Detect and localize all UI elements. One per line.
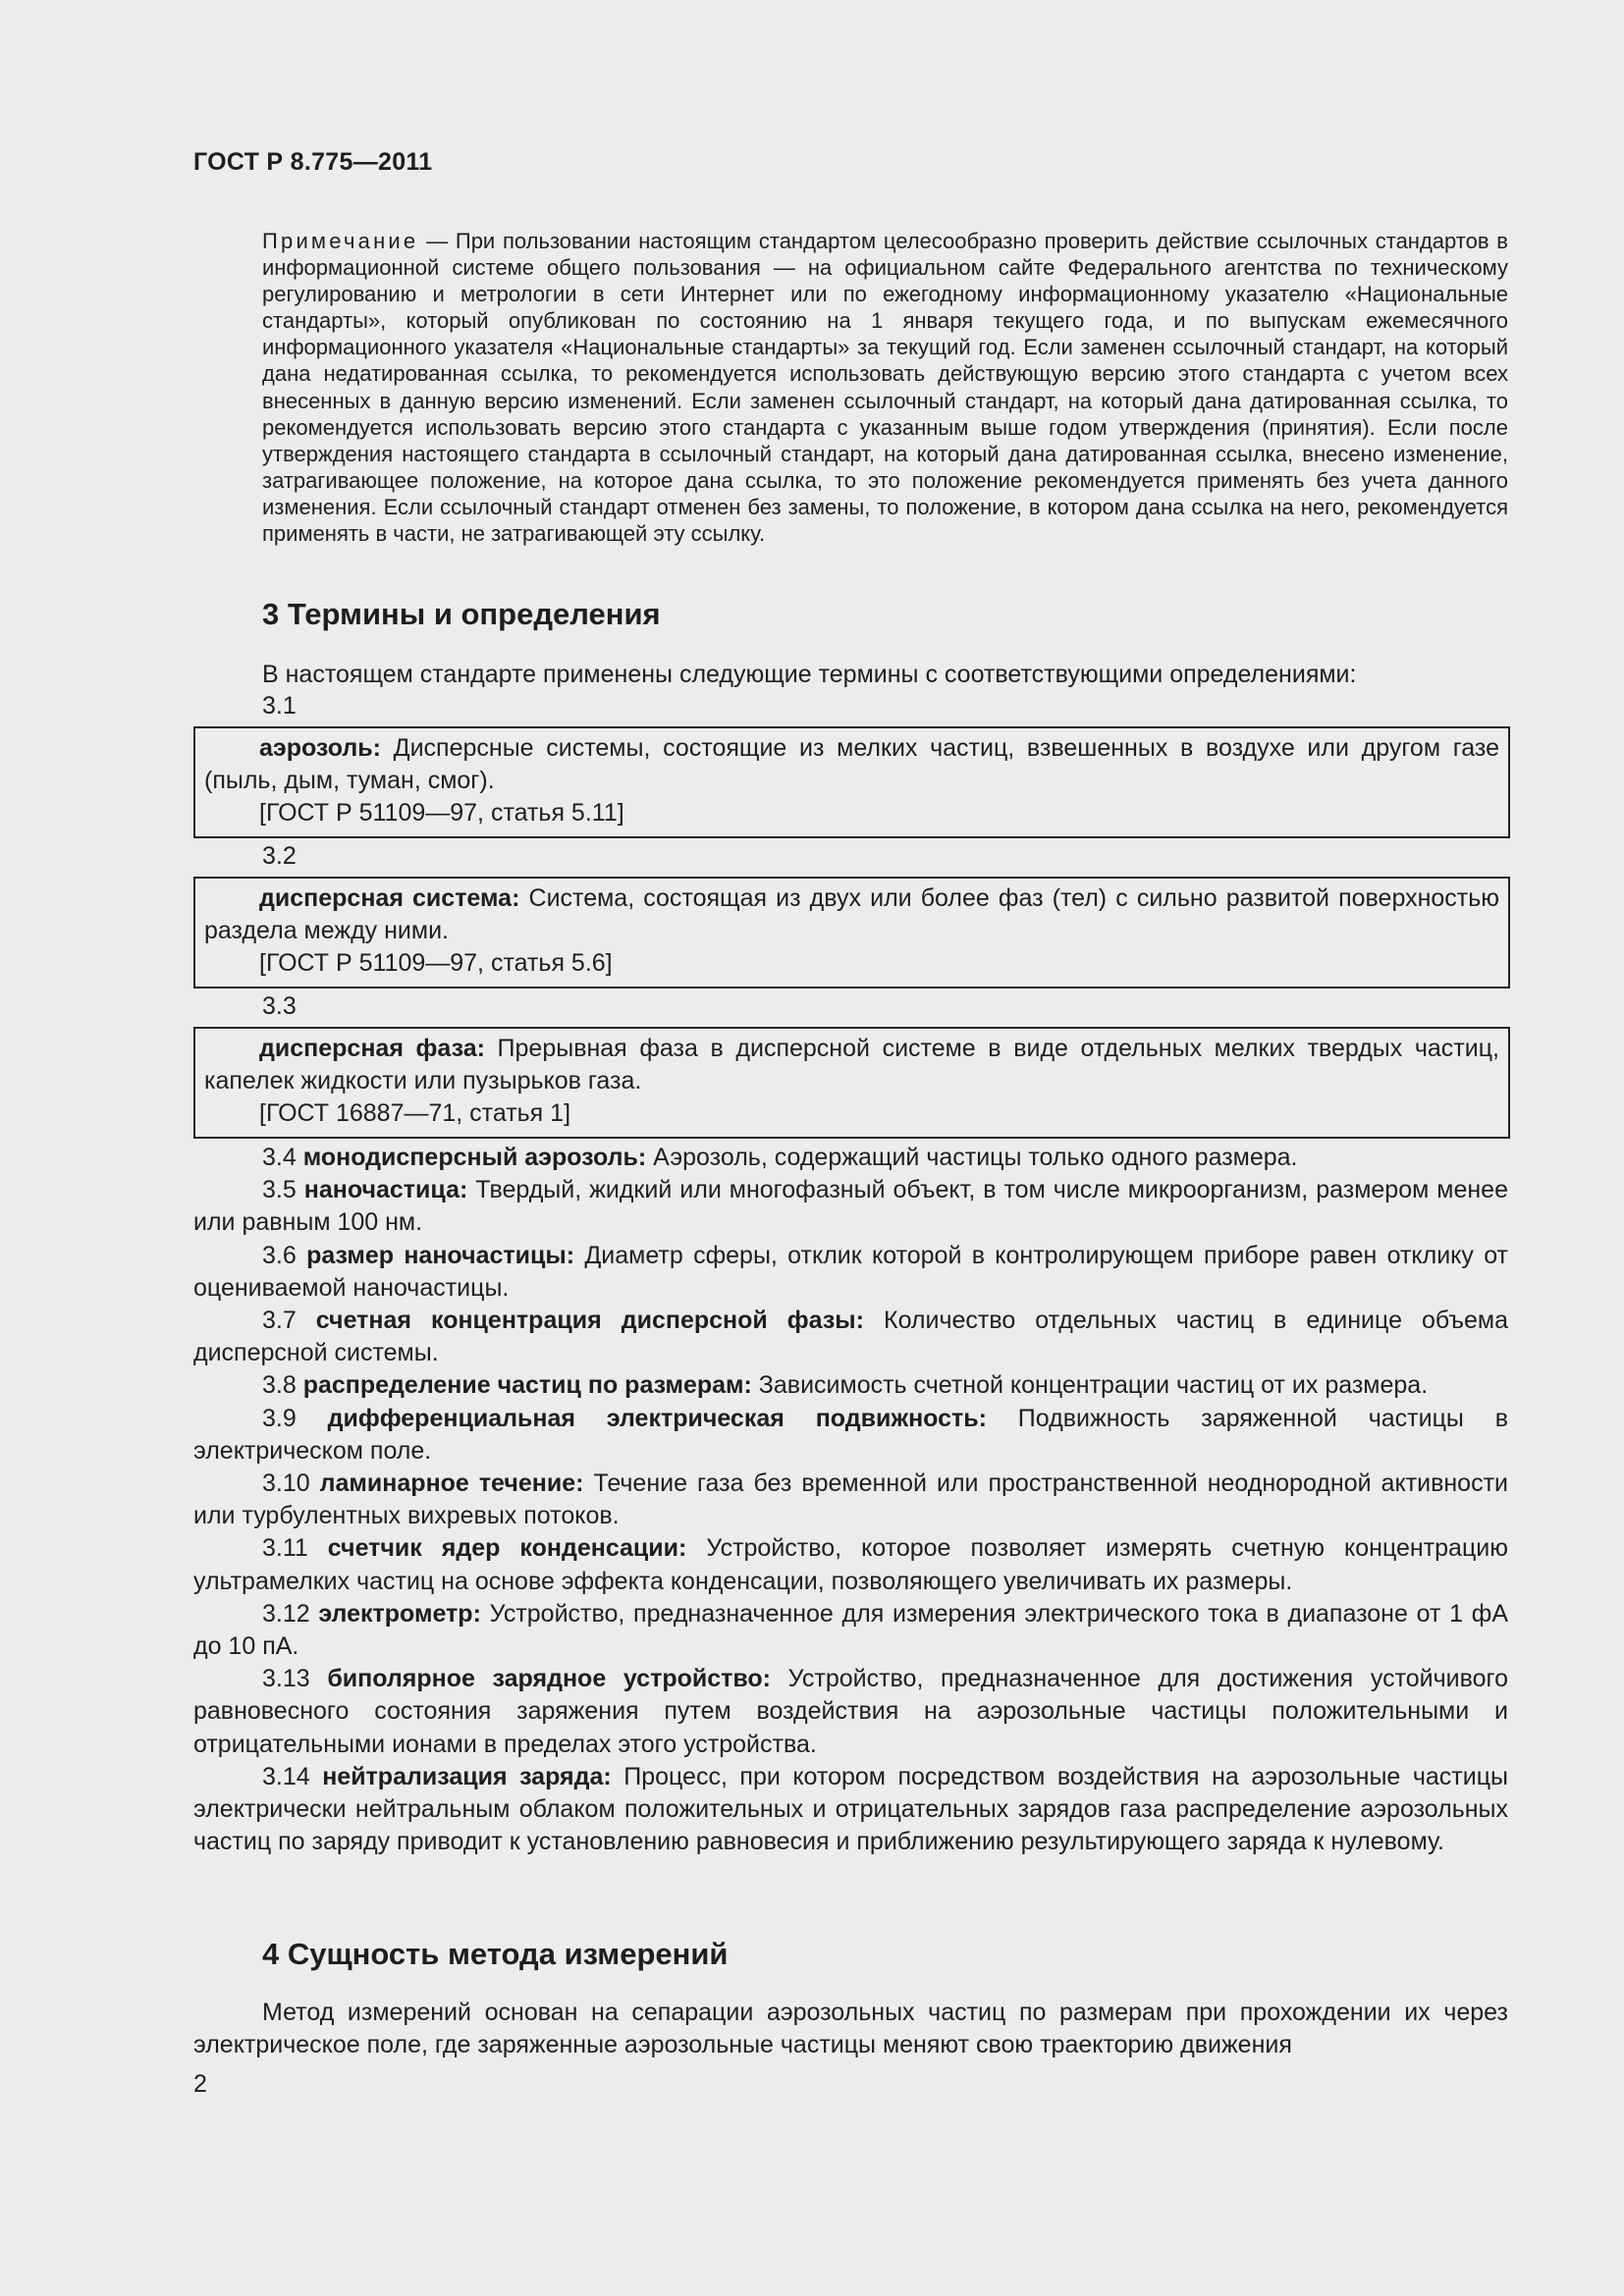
term-definition: Устройство, предназначенное для достижения устойчивого равновесного состояния заряжения путем воздействия на аэрозольные частицы положительными и отрицательными ионами в пределах этого устройства.	[193, 1665, 1508, 1758]
section-4-title: 4 Сущность метода измерений	[262, 1937, 729, 1971]
term-definition: Система, состоящая из двух или более фаз (тел) с сильно развитой поверхностью раздела между ними.	[204, 884, 1499, 944]
term-box	[193, 1027, 1510, 1139]
term-reference: [ГОСТ Р 51109—97, статья 5.6]	[259, 949, 613, 977]
term-reference: [ГОСТ 16887—71, статья 1]	[259, 1099, 571, 1127]
term-definition: Процесс, при котором посредством воздействия на аэрозольные частицы электрически нейтральным облаком положительных и отрицательных зарядов газа распределение аэрозольных частиц по заряду приводит к установлению равновесия и приближению результирующего заряда к нулевому.	[193, 1762, 1508, 1856]
term-definition: Подвижность заряженной частицы в электрическом поле.	[193, 1404, 1509, 1465]
term-name: дифференциальная электрическая подвижность:	[327, 1404, 987, 1432]
term-item: 3.6 размер наночастицы: Диаметр сферы, отклик которой в контролирующем приборе равен отклику от оцениваемой наночастицы.	[193, 1241, 1509, 1302]
term-name: распределение частиц по размерам:	[302, 1371, 752, 1400]
term-definitions-list	[193, 1142, 1508, 1858]
term-name: размер наночастицы:	[306, 1241, 575, 1269]
section-3-intro: В настоящем стандарте применены следующие термины с соответствующими определениями:	[262, 661, 1357, 688]
section-3-title: 3 Термины и определения	[262, 597, 661, 631]
term-name: аэрозоль:	[259, 734, 381, 762]
term-name: счетная концентрация дисперсной фазы:	[315, 1307, 864, 1335]
term-definition: Устройство, предназначенное для измерения электрического тока в диапазоне от 1 фА до 10 пА.	[193, 1599, 1508, 1661]
section-4-text: Метод измерений основан на сепарации аэрозольных частиц по размерам при прохождении их через электрическое поле, где заряженные аэрозольные частицы меняют свою траекторию движения	[193, 1999, 1508, 2059]
term-definition: Прерывная фаза в дисперсной системе в виде отдельных мелких твердых частиц, капелек жидкости или пузырьков газа.	[204, 1035, 1499, 1095]
term-definition: Количество отдельных частиц в единице объема дисперсной системы.	[193, 1307, 1509, 1367]
document-code: ГОСТ Р 8.775—2011	[193, 148, 433, 176]
term-item: 3.10 ламинарное течение: Течение газа без временной или пространственной неоднородной активности или турбулентных вихревых потоков.	[193, 1469, 1508, 1530]
term-item: 3.8 распределение частиц по размерам: Зависимость счетной концентрации частиц от их размера.	[262, 1371, 1429, 1400]
term-name: наночастица:	[303, 1176, 468, 1204]
term-definition: Зависимость счетной концентрации частиц от их размера.	[751, 1371, 1429, 1400]
page-number: 2	[193, 2070, 207, 2098]
term-reference: [ГОСТ Р 51109—97, статья 5.11]	[259, 799, 624, 827]
term-number: 3.3	[262, 992, 297, 1020]
term-item: 3.12 электрометр: Устройство, предназначенное для измерения электрического тока в диапазоне от 1 фА до 10 пА.	[193, 1599, 1508, 1661]
term-number: 3.1	[262, 692, 297, 720]
term-name: биполярное зарядное устройство:	[327, 1665, 772, 1693]
term-definition: Течение газа без временной или пространственной неоднородной активности или турбулентных вихревых потоков.	[193, 1469, 1508, 1530]
term-definition: Дисперсные системы, состоящие из мелких частиц, взвешенных в воздухе или другом газе (пыль, дым, туман, смог).	[204, 734, 1499, 794]
note-text: — При пользовании настоящим стандартом целесообразно проверить действие ссылочных стандартов в информационной системе общего пользования — на официальном сайте Федерального агентства по техническому регулированию и метрологии в сети Интернет или по ежегодному информационному указателю «Национальные стандарты», который опубликован по состоянию на 1 января текущего года, и по выпускам ежемесячного информационного указателя «Национальные стандарты» за текущий год. Если заменен ссылочный стандарт, на который дана недатированная ссылка, то рекомендуется использовать действующую версию этого стандарта с учетом всех внесенных в данную версию изменений. Если заменен ссылочный стандарт, на который дана датированная ссылка, то рекомендуется использовать версию этого стандарта с указанным выше годом утверждения (принятия). Если после утверждения настоящего стандарта в ссылочный стандарт, на который дана датированная ссылка, внесено изменение, затрагивающее положение, на которое дана ссылка, то это положение рекомендуется применять без учета данного изменения. Если ссылочный стандарт отменен без замены, то положение, в котором дана ссылка на него, рекомендуется применять в части, не затрагивающей эту ссылку.	[262, 229, 1508, 547]
term-definition: Диаметр сферы, отклик которой в контролирующем приборе равен отклику от оцениваемой наночастицы.	[193, 1241, 1509, 1302]
term-name: ламинарное течение:	[319, 1469, 584, 1498]
term-item: 3.7 счетная концентрация дисперсной фазы: Количество отдельных частиц в единице объема дисперсной системы.	[193, 1307, 1509, 1367]
term-name: монодисперсный аэрозоль:	[302, 1144, 647, 1171]
term-item: 3.9 дифференциальная электрическая подвижность: Подвижность заряженной частицы в электрическом поле.	[193, 1404, 1509, 1465]
term-name: электрометр:	[318, 1599, 481, 1628]
term-name: дисперсная система:	[259, 884, 520, 912]
term-number: 3.2	[262, 842, 297, 870]
term-box	[193, 726, 1510, 838]
term-item: 3.4 монодисперсный аэрозоль: Аэрозоль, содержащий частицы только одного размера.	[262, 1144, 1298, 1171]
note-label: Примечание	[262, 229, 419, 253]
term-box	[193, 877, 1510, 988]
note-paragraph	[193, 228, 1508, 547]
term-item: 3.5 наночастица: Твердый, жидкий или многофазный объект, в том числе микроорганизм, размером менее или равным 100 нм.	[193, 1176, 1508, 1237]
term-name: счетчик ядер конденсации:	[327, 1534, 687, 1563]
term-definition: Устройство, которое позволяет измерять счетную концентрацию ультрамелких частиц на основе эффекта конденсации, позволяющего увеличивать их размеры.	[193, 1534, 1508, 1595]
term-item: 3.11 счетчик ядер конденсации: Устройство, которое позволяет измерять счетную концентрацию ультрамелких частиц на основе эффекта конденсации, позволяющего увеличивать их размеры.	[193, 1534, 1508, 1595]
term-definition: Твердый, жидкий или многофазный объект, в том числе микроорганизм, размером менее или равным 100 нм.	[193, 1176, 1508, 1237]
term-item: 3.14 нейтрализация заряда: Процесс, при котором посредством воздействия на аэрозольные частицы электрически нейтральным облаком положительных и отрицательных зарядов газа распределение аэрозольных частиц по заряду приводит к установлению равновесия и приближению результирующего заряда к нулевому.	[193, 1762, 1508, 1856]
section-4-text-block	[193, 1997, 1508, 2061]
term-name: нейтрализация заряда:	[322, 1762, 612, 1790]
term-definition: Аэрозоль, содержащий частицы только одного размера.	[646, 1144, 1298, 1171]
term-item: 3.13 биполярное зарядное устройство: Устройство, предназначенное для достижения устойчивого равновесного состояния заряжения путем воздействия на аэрозольные частицы положительными и отрицательными ионами в пределах этого устройства.	[193, 1665, 1508, 1758]
term-name: дисперсная фаза:	[259, 1035, 485, 1062]
